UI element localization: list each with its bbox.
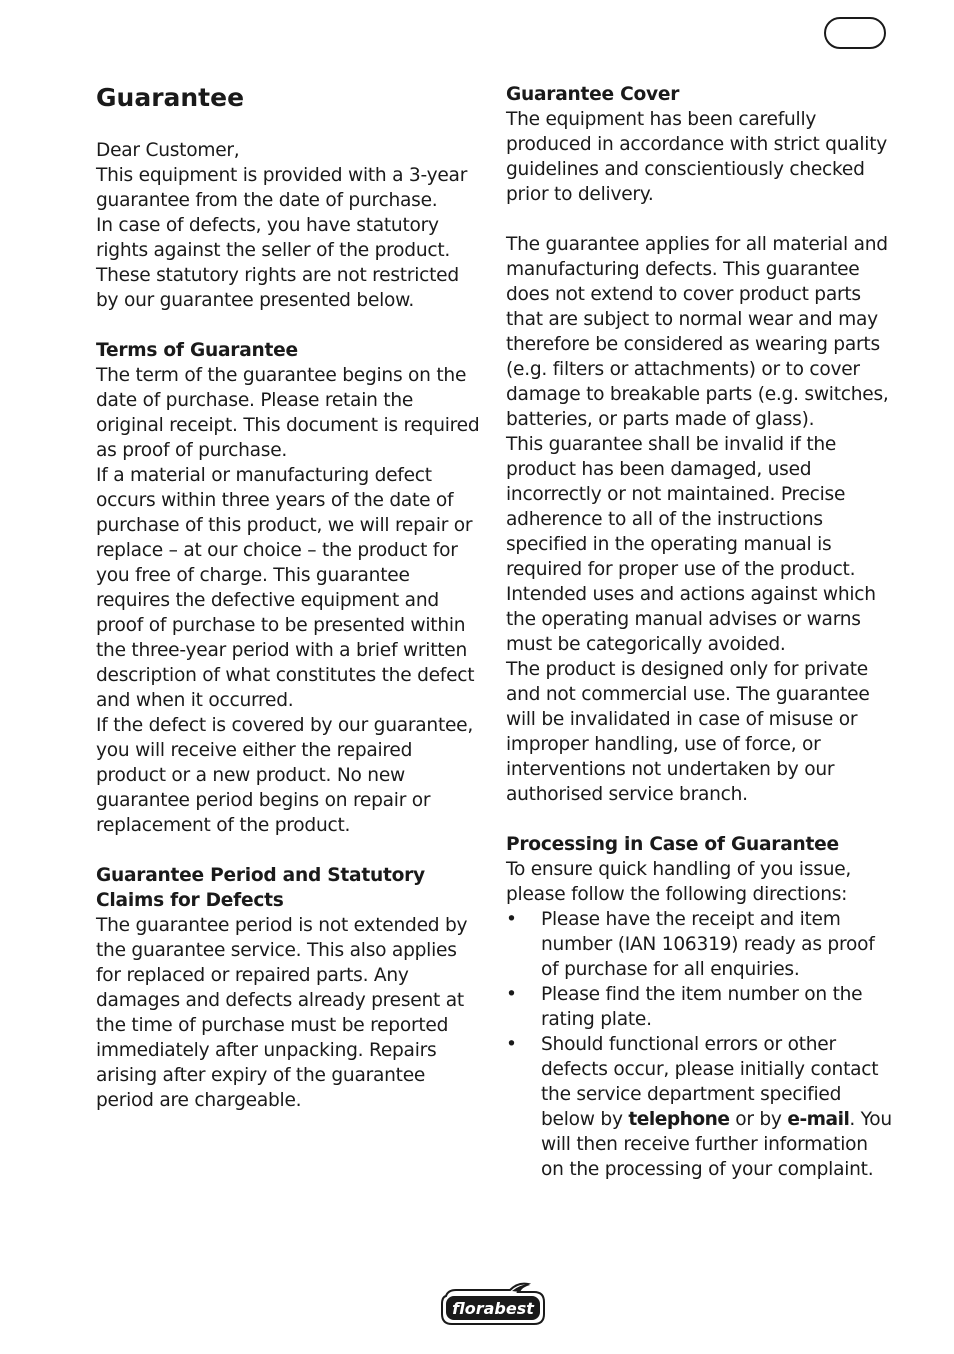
processing-heading: Processing in Case of Guarantee: [506, 834, 839, 855]
cover-paragraph: This guarantee shall be invalid if the product has been damaged, used incorrectly or not maintained. Precise adherence to all of the instructions specified in the operating manual is required for proper use of the product. Intended uses and actions against which the operating manual advises or warns must be categorically avoided.: [506, 434, 876, 655]
cover-paragraph: The product is designed only for private and not commercial use. The guarantee will be invalidated in case of misuse or improper handling, use of force, or interventions not undertaken by our authorised service branch.: [506, 659, 870, 805]
period-paragraph: The guarantee period is not extended by the guarantee service. This also applies for replaced or repaired parts. Any damages and defects already present at the time of purchase must be reported immediately after unpacking. Repairs arising after expiry of the guarantee period are chargeable.: [96, 915, 468, 1111]
terms-paragraph: If a material or manufacturing defect occurs within three years of the date of purchase of this product, we will repair or replace – at our choice – the product for you free of charge. This guarantee requires the defective equipment and proof of purchase to be presented within the three-year period with a brief written description of what constitutes the defect and when it occurred.: [96, 465, 475, 711]
list-item-text-part: Should functional errors or other defects occur, please initially contact the service department specified below by: [541, 1034, 879, 1130]
intro-greeting: Dear Customer,: [96, 140, 240, 161]
list-item: [506, 1032, 892, 1182]
cover-heading: Guarantee Cover: [506, 84, 680, 105]
telephone-label: telephone: [628, 1109, 730, 1130]
list-item: [506, 982, 892, 1032]
terms-paragraph: The term of the guarantee begins on the date of purchase. Please retain the original receipt. This document is required as proof of purchase.: [96, 365, 480, 461]
list-item-text: [541, 1034, 892, 1180]
page-language-badge: [824, 17, 886, 49]
list-item: [506, 907, 892, 982]
right-column: [506, 82, 892, 1182]
intro-paragraph: This equipment is provided with a 3-year guarantee from the date of purchase.: [96, 165, 468, 211]
list-item-text-part: or by: [729, 1109, 788, 1130]
bullet-icon: •: [506, 1034, 517, 1055]
processing-intro: To ensure quick handling of you issue, please follow the following directions:: [506, 859, 852, 905]
period-heading: Guarantee Period and Statutory Claims for Defects: [96, 865, 425, 911]
list-item-text-part: . You will then receive further information on the processing of your complaint.: [541, 1109, 892, 1180]
intro-paragraph: In case of defects, you have statutory rights against the seller of the product. These statutory rights are not restricted by our guarantee presented below.: [96, 215, 459, 311]
cover-intro: The equipment has been carefully produced in accordance with strict quality guidelines and conscientiously checked prior to delivery.: [506, 109, 888, 205]
cover-paragraph: The guarantee applies for all material and manufacturing defects. This guarantee does not extend to cover product parts that are subject to normal wear and may therefore be considered as wearing parts (e.g. filters or attachments) or to cover damage to breakable parts (e.g. switches, batteries, or parts made of glass).: [506, 234, 889, 430]
list-item-text: Please have the receipt and item number (IAN 106319) ready as proof of purchase for all enquiries.: [541, 909, 875, 980]
bullet-icon: •: [506, 909, 517, 930]
list-item-text: Please find the item number on the rating plate.: [541, 984, 863, 1030]
bullet-icon: •: [506, 984, 517, 1005]
terms-paragraph: If the defect is covered by our guarantee, you will receive either the repaired product or a new product. No new guarantee period begins on repair or replacement of the product.: [96, 715, 474, 836]
processing-list: [506, 907, 892, 1182]
left-column: [96, 82, 482, 1113]
logo-text: florabest: [452, 1299, 534, 1318]
terms-heading: Terms of Guarantee: [96, 340, 298, 361]
florabest-logo: [438, 1282, 548, 1326]
page-title: Guarantee: [96, 83, 245, 112]
email-label: e-mail: [787, 1109, 850, 1130]
